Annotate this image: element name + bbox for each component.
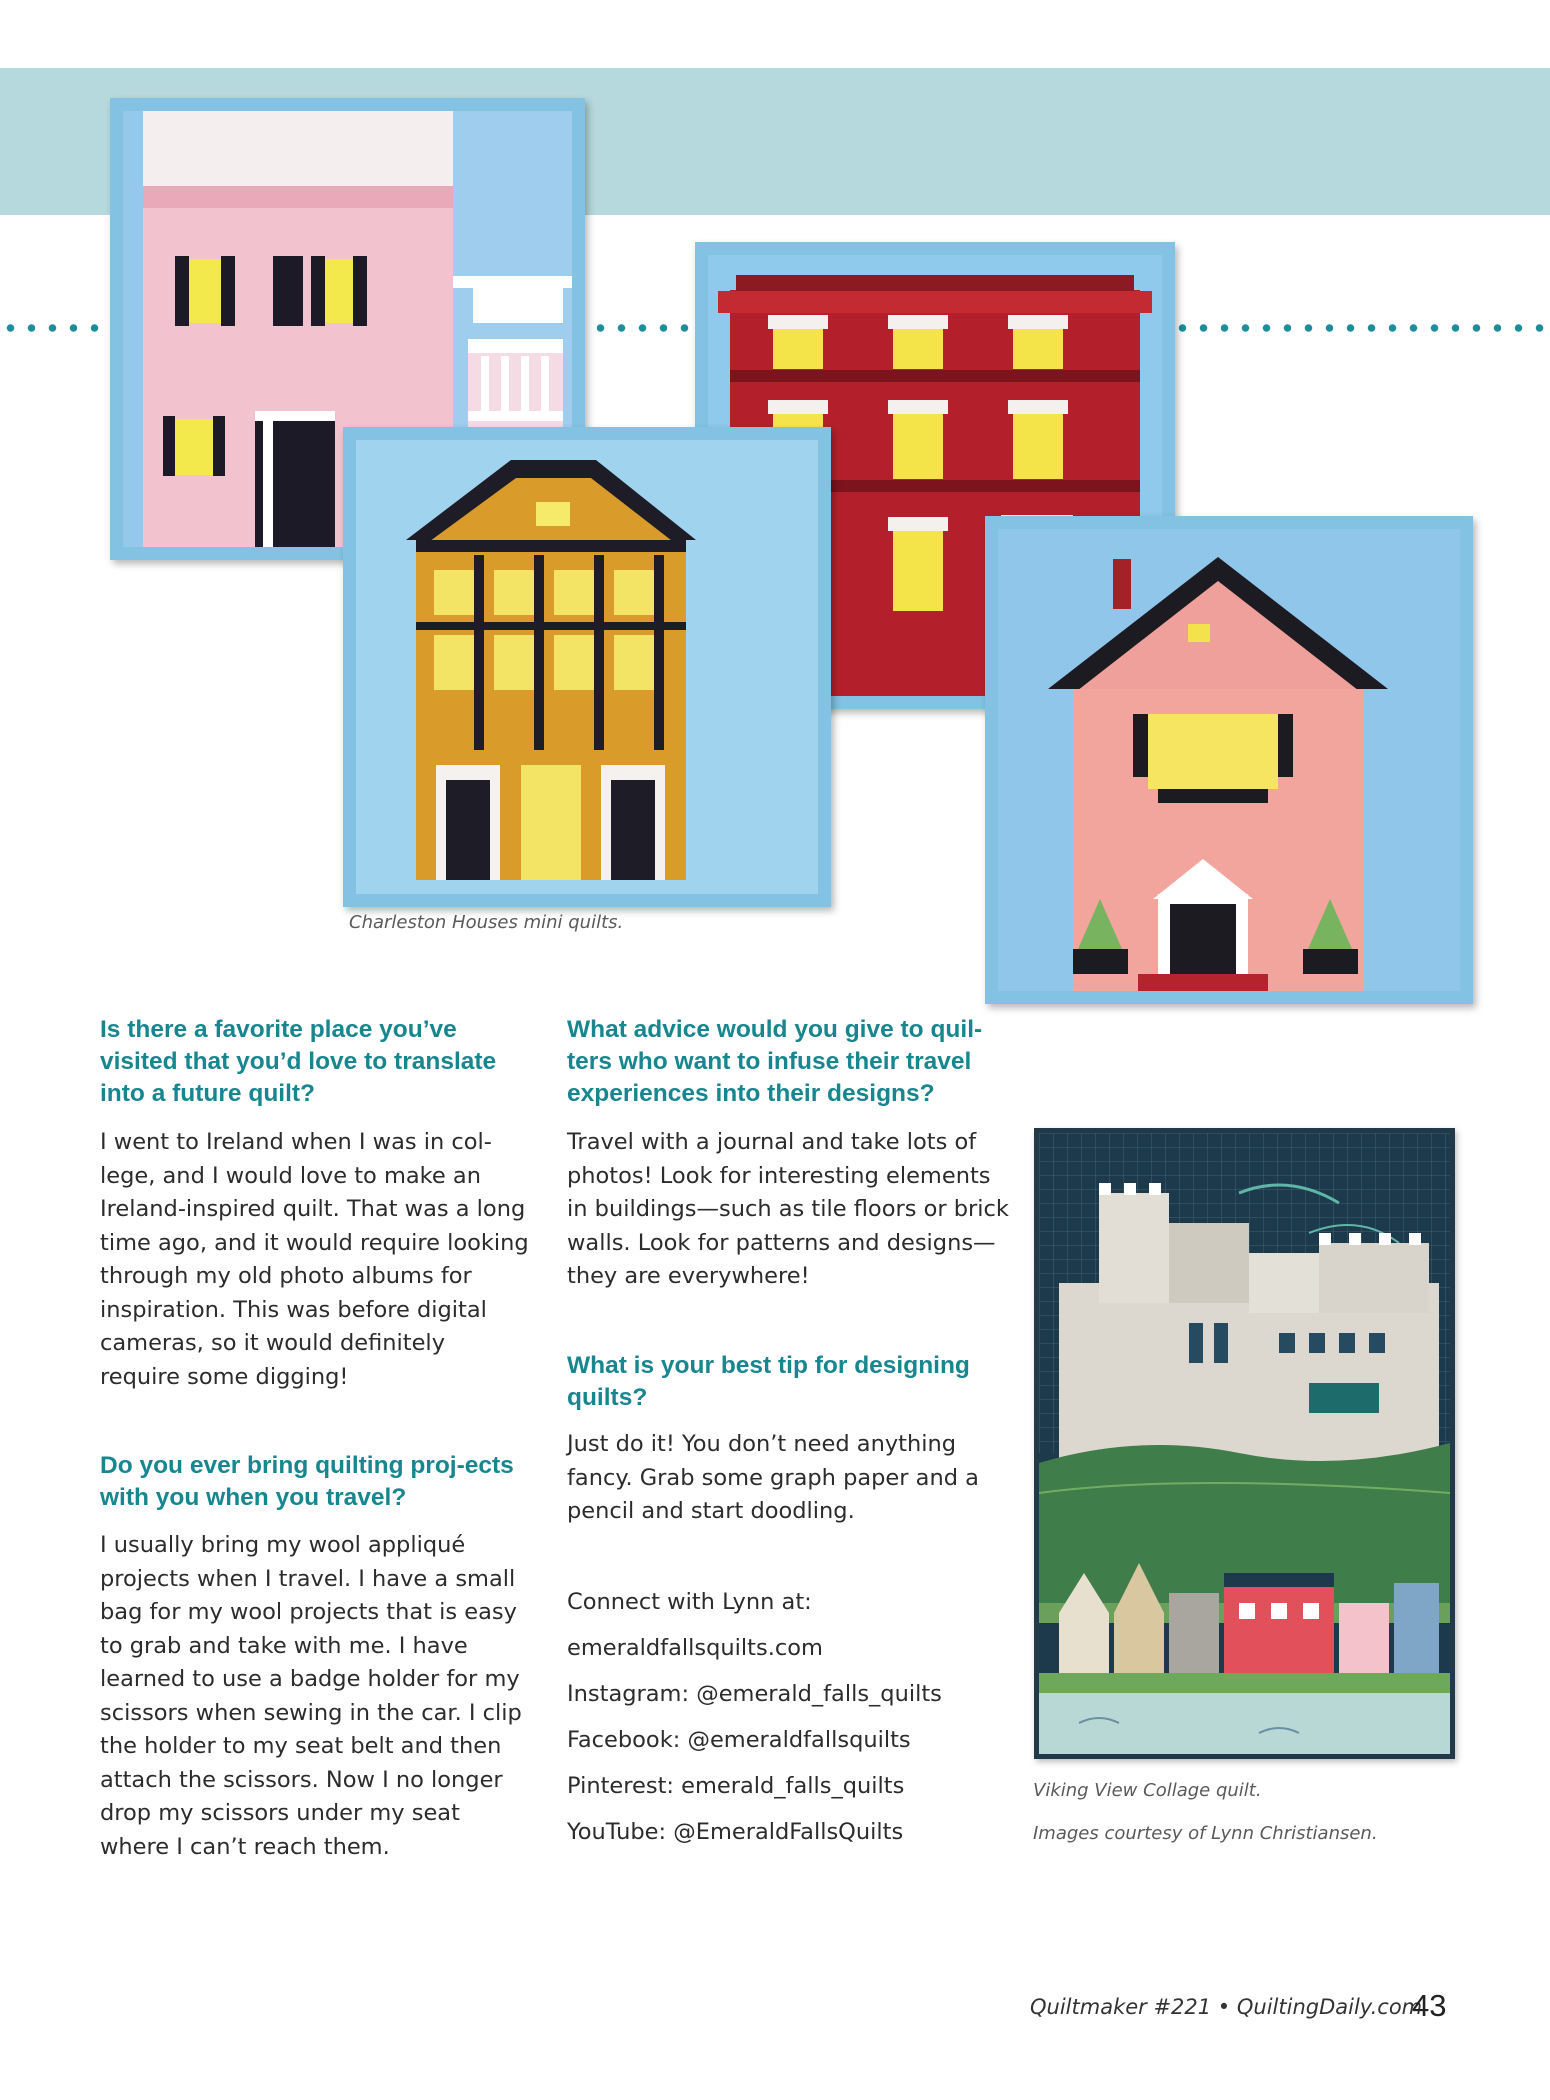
footer-publication: Quiltmaker #221 • QuiltingDaily.com	[1030, 1995, 1423, 2019]
page-number: 43	[1412, 1988, 1447, 2023]
answer-travel-advice: Travel with a journal and take lots of photos! Look for interesting elements in buildings—such as tile floors or brick walls. Look for patterns and designs—they are everywhere!	[567, 1129, 1009, 1289]
question-travel-advice: What advice would you give to quil-ters who want to infuse their travel experiences into their designs?	[567, 1016, 983, 1107]
connect-pinterest[interactable]: Pinterest: emerald_falls_quilts	[567, 1773, 905, 1799]
question-favorite-place: Is there a favorite place you’ve visited that you’d love to translate into a future quilt?	[100, 1016, 497, 1107]
connect-youtube[interactable]: YouTube: @EmeraldFallsQuilts	[567, 1819, 904, 1845]
answer-design-tip: Just do it! You don’t need anything fancy. Grab some graph paper and a pencil and start doodling.	[567, 1431, 979, 1524]
answer-travel-projects: I usually bring my wool appliqué projects when I travel. I have a small bag for my wool projects that is easy to grab and take with me. I have learned to use a badge holder for my scissors when sewing in the car. I clip the holder to my seat belt and then attach the scissors. Now I no longer drop my scissors under my seat where I can’t reach them.	[100, 1532, 522, 1860]
dotted-rule-middle	[590, 324, 690, 332]
connect-website[interactable]: emeraldfallsquilts.com	[567, 1635, 823, 1661]
connect-facebook[interactable]: Facebook: @emeraldfallsquilts	[567, 1727, 911, 1753]
answer-favorite-place: I went to Ireland when I was in col-lege, and I would love to make an Ireland-inspired quilt. That was a long time ago, and it would require looking through my old photo albums for inspiration. This was before digital cameras, so it would definitely require some digging!	[100, 1129, 529, 1390]
viking-caption: Viking View Collage quilt.	[1033, 1780, 1262, 1801]
connect-instagram[interactable]: Instagram: @emerald_falls_quilts	[567, 1681, 942, 1707]
pink-chimney-house-quilt-image	[985, 516, 1473, 1004]
connect-heading: Connect with Lynn at:	[567, 1589, 812, 1615]
dotted-rule-right	[1172, 324, 1550, 332]
houses-caption: Charleston Houses mini quilts.	[349, 912, 624, 933]
dotted-rule-left	[0, 324, 112, 332]
viking-view-quilt-image	[1034, 1128, 1455, 1759]
question-travel-projects: Do you ever bring quilting proj-ects with you when you travel?	[100, 1452, 514, 1511]
question-design-tip: What is your best tip for designing quilts?	[567, 1352, 970, 1411]
image-credit: Images courtesy of Lynn Christiansen.	[1033, 1823, 1378, 1844]
yellow-house-quilt-image	[343, 427, 831, 907]
